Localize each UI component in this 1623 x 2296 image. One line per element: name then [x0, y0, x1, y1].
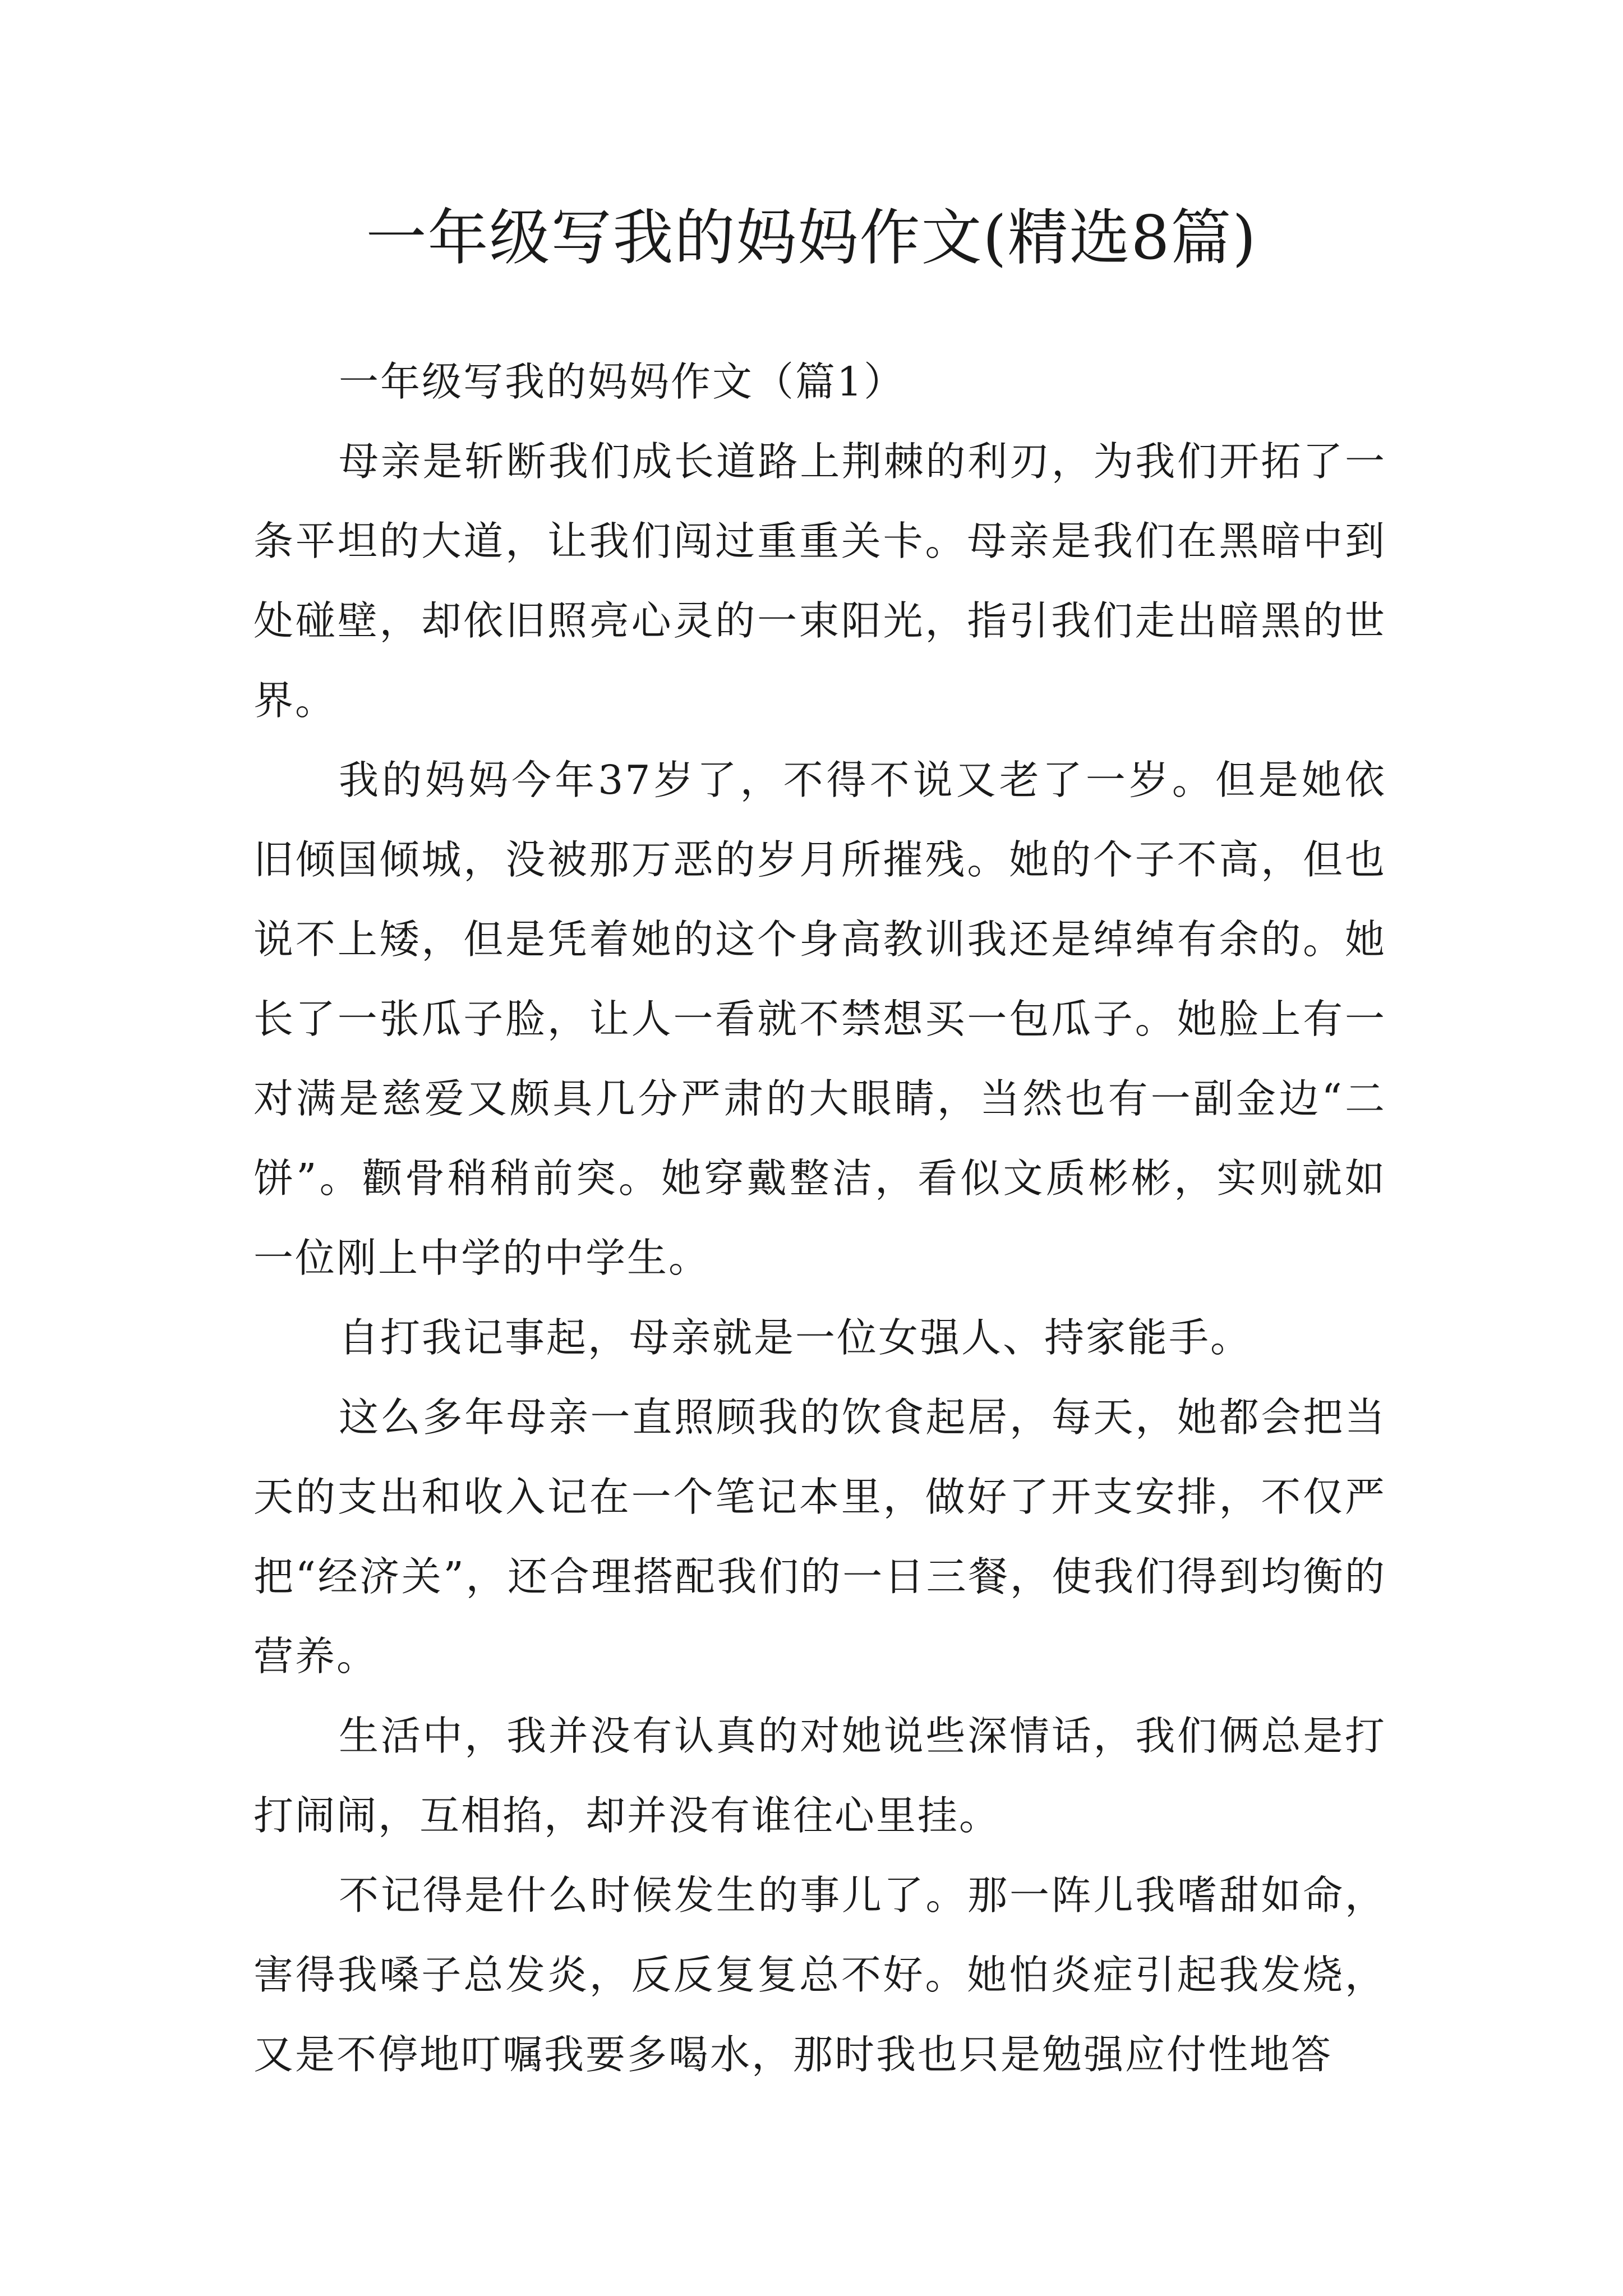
paragraph: 我的妈妈今年37岁了，不得不说又老了一岁。但是她依旧倾国倾城，没被那万恶的岁月所摧残。她的个子不高，但也说不上矮，但是凭着她的这个身高教训我还是绰绰有余的。她长了一张瓜子脸，让人一看就不禁想买一包瓜子。她脸上有一对满是慈爱又颇具几分严肃的大眼睛，当然也有一副金边“二饼”。颧骨稍稍前突。她穿戴整洁，看似文质彬彬，实则就如一位刚上中学的中学生。 [253, 757, 1386, 1281]
paragraph: 母亲是斩断我们成长道路上荆棘的利刃，为我们开拓了一条平坦的大道，让我们闯过重重关卡。母亲是我们在黑暗中到处碰壁，却依旧照亮心灵的一束阳光，指引我们走出暗黑的世界。 [253, 438, 1386, 724]
paragraph: 不记得是什么时候发生的事儿了。那一阵儿我嗜甜如命，害得我嗓子总发炎，反反复复总不好。她怕炎症引起我发烧，又是不停地叮嘱我要多喝水，那时我也只是勉强应付性地答 [253, 1872, 1386, 2078]
section-heading: 一年级写我的妈妈作文（篇1） [339, 358, 906, 405]
paragraph: 生活中，我并没有认真的对她说些深情话，我们俩总是打打闹闹，互相掐，却并没有谁往心里挂。 [253, 1713, 1386, 1839]
paragraph: 这么多年母亲一直照顾我的饮食起居，每天，她都会把当天的支出和收入记在一个笔记本里，做好了开支安排，不仅严把“经济关”，还合理搭配我们的一日三餐，使我们得到均衡的营养。 [253, 1394, 1386, 1680]
document-title: 一年级写我的妈妈作文(精选8篇) [366, 203, 1257, 273]
paragraph: 自打我记事起，母亲就是一位女强人、持家能手。 [339, 1314, 1252, 1361]
document-body [253, 342, 1386, 2095]
